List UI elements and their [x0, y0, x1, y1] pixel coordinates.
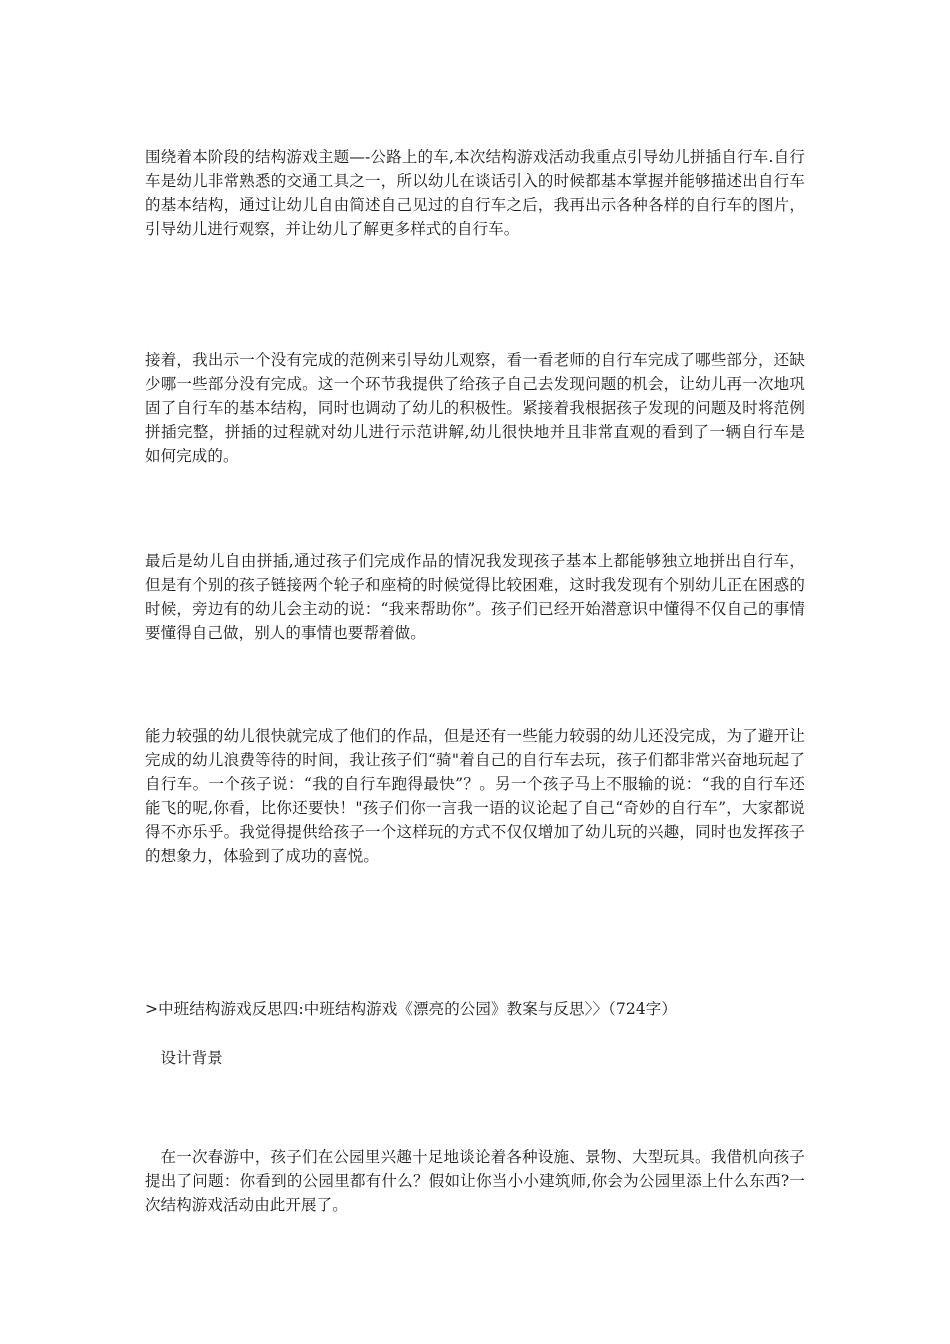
- paragraph-riding-play: 能力较强的幼儿很快就完成了他们的作品，但是还有一些能力较弱的幼儿还没完成，为了避开让完成的幼儿浪费等待的时间，我让孩子们“骑"着自己的自行车去玩，孩子们都非常兴奋地玩起了自行车。一个孩子说：“我的自行车跑得最快”？。另一个孩子马上不服输的说：“我的自行车还能飞的呢,你看，比你还要快！"孩子们你一言我一语的议论起了自己“奇妙的自行车”，大家都说得不亦乐乎。我觉得提供给孩子一个这样玩的方式不仅仅增加了幼儿玩的兴趣，同时也发挥孩子的想象力，体验到了成功的喜悦。: [145, 727, 805, 865]
- paragraph-bicycle-theme: 围绕着本阶段的结构游戏主题—-公路上的车,本次结构游戏活动我重点引导幼儿拼插自行车.自行车是幼儿非常熟悉的交通工具之一，所以幼儿在谈话引入的时候都基本掌握并能够描述出自行车的基本结构，通过让幼儿自由简述自己见过的自行车之后，我再出示各种各样的自行车的图片，引导幼儿进行观察，并让幼儿了解更多样式的自行车。: [145, 148, 805, 238]
- paragraph-design-background: 在一次春游中，孩子们在公园里兴趣十足地谈论着各种设施、景物、大型玩具。我借机向孩子提出了问题：你看到的公园里都有什么？假如让你当小小建筑师,你会为公园里添上什么东西?一次结构游戏活动由此开展了。: [145, 1148, 805, 1214]
- section-heading: >中班结构游戏反思四:中班结构游戏《漂亮的公园》教案与反思〉〉（724字）: [145, 1000, 677, 1018]
- section-subheading: 设计背景: [160, 1049, 223, 1067]
- paragraph-free-assembly: 最后是幼儿自由拼插,通过孩子们完成作品的情况我发现孩子基本上都能够独立地拼出自行车，但是有个别的孩子链接两个轮子和座椅的时候觉得比较困难，这时我发现有个别幼儿正在困惑的时候，旁边有的幼儿会主动的说：“我来帮助你”。孩子们已经开始潜意识中懂得不仅自己的事情要懂得自己做，别人的事情也要帮着做。: [145, 552, 805, 642]
- paragraph-unfinished-example: 接着，我出示一个没有完成的范例来引导幼儿观察，看一看老师的自行车完成了哪些部分，还缺少哪一些部分没有完成。这一个环节我提供了给孩子自己去发现问题的机会，让幼儿再一次地巩固了自行车的基本结构，同时也调动了幼儿的积极性。紧接着我根据孩子发现的问题及时将范例拼插完整，拼插的过程就对幼儿进行示范讲解,幼儿很快地并且非常直观的看到了一辆自行车是如何完成的。: [145, 351, 805, 465]
